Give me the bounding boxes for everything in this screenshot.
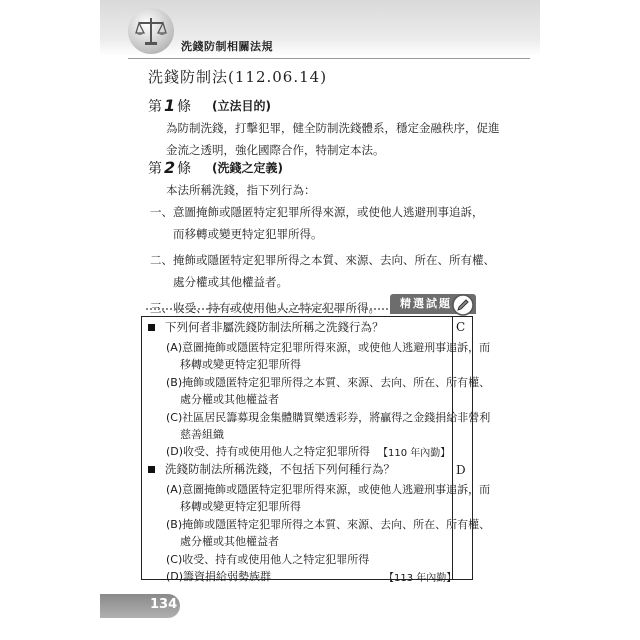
article-1-heading: 第 1 條 (立法目的) [148,96,271,115]
question-1-answer: C [456,320,466,334]
article-line: 為防制洗錢，打擊犯罪，健全防制洗錢體系，穩定金融秩序，促進 [166,121,500,135]
article-line: 而移轉或變更特定犯罪所得。 [150,227,323,241]
question-1-year: 【110 年內勤】 [378,448,451,459]
pencil-icon [452,294,474,316]
question-2-answer: D [456,463,466,477]
law-title: 洗錢防制法(112.06.14) [148,68,328,86]
answer-column-divider [452,316,453,580]
article-2-body [166,179,316,201]
dotted-divider [146,308,392,310]
article-2-label: (洗錢之定義) [212,161,283,175]
question-2-text: 洗錢防制法所稱洗錢，不包括下列何種行為？ [165,462,395,476]
question-1-option: 移轉或變更特定犯罪所得 [180,358,301,371]
question-2-year: 【113 年內勤】 [384,573,457,584]
article-1-body [166,117,500,161]
question-2-option: (A)意圖掩飾或隱匿特定犯罪所得來源，或使他人逃避刑事追訴，而 [166,483,491,496]
question-bullet [148,466,155,473]
question-1-option: (A)意圖掩飾或隱匿特定犯罪所得來源，或使他人逃避刑事追訴，而 [166,341,491,354]
article-line: 本法所稱洗錢，指下列行為： [166,183,316,197]
question-2-option: (D)籌資捐給弱勢族群 [166,570,272,583]
question-1-option: 處分權或其他權益者 [180,393,279,406]
scales-of-justice-icon [128,8,174,54]
article-2-heading: 第 2 條 (洗錢之定義) [148,158,283,177]
question-1-option: (C)社區居民籌募現金集體購買樂透彩券，將贏得之金錢捐給非營利 [166,411,491,424]
question-1-option: (B)掩飾或隱匿特定犯罪所得之本質、來源、去向、所在、所有權、 [166,376,491,389]
header-divider [128,58,530,59]
question-1-option: 慈善組織 [180,428,224,441]
article-1-label: (立法目的) [212,99,271,113]
article-line: 三、收受、持有或使用他人之特定犯罪所得。 [150,301,380,315]
question-1-option: (D)收受、持有或使用他人之特定犯罪所得 [166,445,371,458]
question-2-option: (C)收受、持有或使用他人之特定犯罪所得 [166,553,370,566]
question-2-option: (B)掩飾或隱匿特定犯罪所得之本質、來源、去向、所在、所有權、 [166,518,491,531]
header-title: 洗錢防制相關法規 [181,40,273,53]
article-line: 二、掩飾或隱匿特定犯罪所得之本質、來源、去向、所在、所有權、 [150,253,495,267]
question-2-option: 移轉或變更特定犯罪所得 [180,500,301,513]
page-number: 134 [150,597,178,612]
question-bullet [148,324,155,331]
article-line: 一、意圖掩飾或隱匿特定犯罪所得來源，或使他人逃避刑事追訴， [150,205,484,219]
question-2-option: 處分權或其他權益者 [180,535,279,548]
article-line: 金流之透明，強化國際合作，特制定本法。 [166,143,385,157]
exam-tag: 精選試題 [390,294,476,314]
question-1-text: 下列何者非屬洗錢防制法所稱之洗錢行為？ [165,320,384,334]
article-line: 處分權或其他權益者。 [150,275,288,289]
